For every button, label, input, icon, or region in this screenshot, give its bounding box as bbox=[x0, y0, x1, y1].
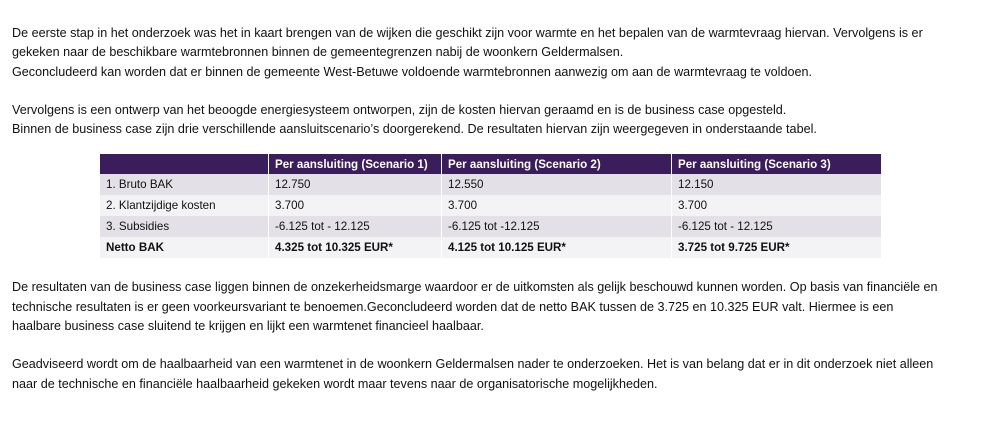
row-label: Netto BAK bbox=[100, 237, 268, 258]
text-line: Binnen de business case zijn drie verschillende aansluitscenario’s doorgerekend. De resultaten hiervan zijn weergegeven in onderstaande tabel. bbox=[12, 122, 817, 137]
header-cell-scenario-2: Per aansluiting (Scenario 2) bbox=[442, 154, 671, 174]
text-line: haalbare business case sluitend te krijgen en lijkt een warmtenet financieel haalbaar. bbox=[12, 319, 484, 334]
header-cell-empty bbox=[100, 154, 268, 174]
paragraph-intro-1 bbox=[12, 24, 972, 82]
table-row-netto-bak bbox=[100, 237, 881, 258]
table-cell: -6.125 tot - 12.125 bbox=[672, 216, 881, 237]
table-cell: -6.125 tot - 12.125 bbox=[269, 216, 441, 237]
text-line: technische resultaten is er geen voorkeursvariant te benoemen.Geconcludeerd worden dat de netto BAK tussen de 3.725 en 10.325 EUR valt. Hiermee is een bbox=[12, 299, 894, 314]
table-cell: 4.325 tot 10.325 EUR* bbox=[269, 237, 441, 258]
text-line: gekeken naar de beschikbare warmtebronnen binnen de gemeentegrenzen nabij de woonkern Geldermalsen. bbox=[12, 45, 624, 60]
text-line: Vervolgens is een ontwerp van het beoogde energiesysteem ontworpen, zijn de kosten hiervan geraamd en is de business case opgesteld. bbox=[12, 102, 787, 117]
table-header-row bbox=[100, 154, 881, 174]
document-body bbox=[12, 24, 972, 394]
text-line: naar de technische en financiële haalbaarheid gekeken wordt maar tevens naar de organisatorische mogelijkheden. bbox=[12, 376, 658, 391]
table-cell: 3.700 bbox=[269, 195, 441, 216]
text-line: De eerste stap in het onderzoek was het in kaart brengen van de wijken die geschikt zijn voor warmte en het bepalen van de warmtevraag hiervan. Vervolgens is er bbox=[12, 26, 923, 40]
text-line: Geconcludeerd kan worden dat er binnen de gemeente West-Betuwe voldoende warmtebronnen aanwezig om aan de warmtevraag te voldoen. bbox=[12, 64, 812, 79]
table-row-bruto-bak bbox=[100, 174, 881, 195]
table-cell: 12.550 bbox=[442, 174, 671, 195]
table-row-subsidies bbox=[100, 216, 881, 237]
text-line: Geadviseerd wordt om de haalbaarheid van een warmtenet in de woonkern Geldermalsen nader te onderzoeken. Het is van belang dat er in dit onderzoek niet alleen bbox=[12, 357, 934, 372]
table-row-klantzijdige-kosten bbox=[100, 195, 881, 216]
results-table bbox=[99, 154, 882, 258]
table-cell: 3.700 bbox=[672, 195, 881, 216]
header-cell-scenario-3: Per aansluiting (Scenario 3) bbox=[672, 154, 881, 174]
paragraph-intro-2 bbox=[12, 101, 972, 140]
paragraph-conclusion-2 bbox=[12, 355, 972, 394]
table-cell: 3.725 tot 9.725 EUR* bbox=[672, 237, 881, 258]
paragraph-spacer bbox=[12, 336, 972, 355]
results-table-wrapper bbox=[99, 154, 880, 258]
table-cell: 3.700 bbox=[442, 195, 671, 216]
text-line: De resultaten van de business case liggen binnen de onzekerheidsmarge waardoor er de uitkomsten als gelijk beschouwd kunnen worden. Op basis van financiële en bbox=[12, 280, 938, 295]
table-cell: -6.125 tot -12.125 bbox=[442, 216, 671, 237]
header-cell-scenario-1: Per aansluiting (Scenario 1) bbox=[269, 154, 441, 174]
paragraph-conclusion-1 bbox=[12, 278, 972, 336]
row-label: 2. Klantzijdige kosten bbox=[100, 195, 268, 216]
table-cell: 12.150 bbox=[672, 174, 881, 195]
row-label: 1. Bruto BAK bbox=[100, 174, 268, 195]
table-cell: 4.125 tot 10.125 EUR* bbox=[442, 237, 671, 258]
row-label: 3. Subsidies bbox=[100, 216, 268, 237]
table-cell: 12.750 bbox=[269, 174, 441, 195]
paragraph-spacer bbox=[12, 82, 972, 101]
